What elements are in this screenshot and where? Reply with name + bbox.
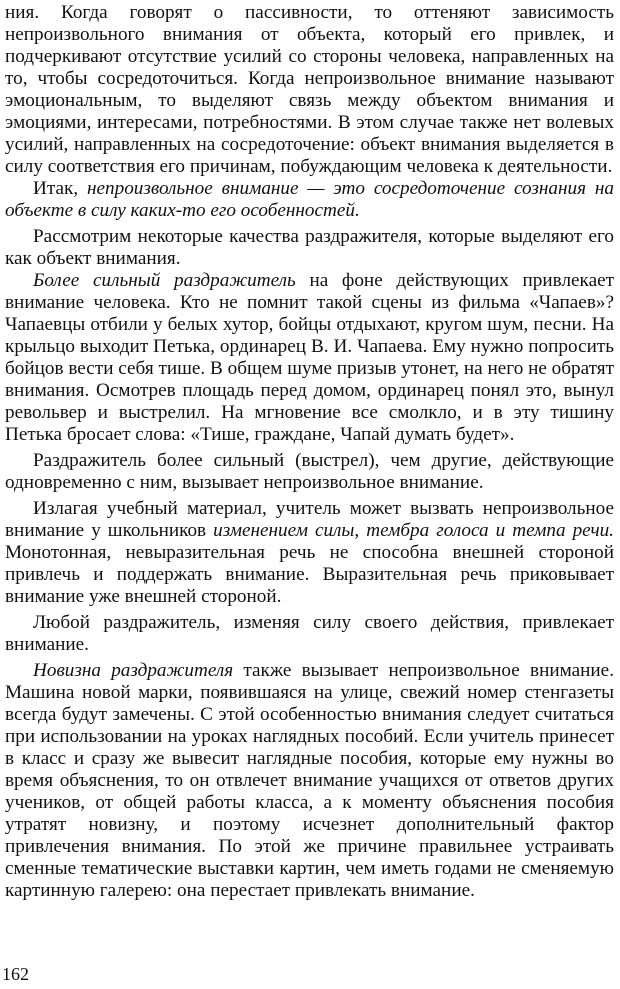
page-body <box>5 2 614 902</box>
paragraph-3 <box>5 226 614 270</box>
text-span: также вызывает непроизвольное внимание. Машина новой марки, появившаяся на улице, свежий номер стенгазеты всегда будут замечены. С этой особенностью внимания следует считаться при использовании на уроках наглядных пособий. Если учитель принесет в класс и сразу же вывесит наглядные пособия, которые ему нужны во время объяснения, то он отвлечет внимание учащихся от ответов других учеников, от общей работы класса, а к моменту объяснения пособия утратят новизну, и поэтому исчезнет дополнительный фактор привлечения внимания. По этой же причине правильнее устраивать сменные тематические выставки картин, чем иметь годами не сменяемую картинную галерею: она перестает привлекать внимание. <box>5 660 614 901</box>
paragraph-8 <box>5 660 614 902</box>
text-span: Излагая учебный материал, учитель может вызвать непроизвольное внимание у школьников <box>5 498 614 541</box>
paragraph-1 <box>5 2 614 178</box>
text-span: Любой раздражитель, изменяя силу своего действия, привлекает внимание. <box>5 612 614 655</box>
italic-term: Новизна раздражителя <box>33 660 234 681</box>
paragraph-4 <box>5 270 614 446</box>
text-span: Раздражитель более сильный (выстрел), чем другие, действующие одновременно с ним, вызывает непроизвольное внимание. <box>5 450 614 493</box>
italic-term: Более сильный раздражитель <box>33 270 296 291</box>
text-span: Итак, <box>33 178 87 199</box>
paragraph-6 <box>5 498 614 608</box>
paragraph-5 <box>5 450 614 494</box>
text-span: ния. Когда говорят о пассивности, то оттеняют зависимость непроизвольного внимания от объекта, который его привлек, и подчеркивают отсутствие усилий со стороны человека, направленных на то, чтобы сосредоточиться. Когда непроизвольное внимание называют эмоциональным, то выделяют связь между объектом внимания и эмоциями, интересами, потребностями. В этом случае также нет волевых усилий, направленных на сосредоточение: объект внимания выделяется в силу соответствия его причинам, побуждающим человека к деятельности. <box>5 2 614 177</box>
text-span: на фоне действующих привлекает внимание человека. Кто не помнит такой сцены из фильма «Чапаев»? Чапаевцы отбили у белых хутор, бойцы отдыхают, кругом шум, песни. На крыльцо выходит Петька, ординарец В. И. Чапаева. Ему нужно попросить бойцов вести себя тише. В общем шуме призыв утонет, на него не обратят внимания. Осмотрев площадь перед домом, ординарец понял это, вынул револьвер и выстрелил. На мгновение все смолкло, и в эту тишину Петька бросает слова: «Тише, граждане, Чапай думать будет». <box>5 270 614 445</box>
paragraph-7 <box>5 612 614 656</box>
italic-term: изменением силы, тембра голоса и темпа речи. <box>213 520 614 541</box>
text-span: Монотонная, невыразительная речь не способна внешней стороной привлечь и поддержать внимание. Выразительная речь приковывает внимание уже внешней стороной. <box>5 542 614 607</box>
page-number: 162 <box>2 964 29 984</box>
text-span: Рассмотрим некоторые качества раздражителя, которые выделяют его как объект внимания. <box>5 226 614 269</box>
italic-definition: непроизвольное внимание — это сосредоточение сознания на объекте в силу каких-то его особенностей. <box>5 178 614 221</box>
paragraph-2 <box>5 178 614 222</box>
